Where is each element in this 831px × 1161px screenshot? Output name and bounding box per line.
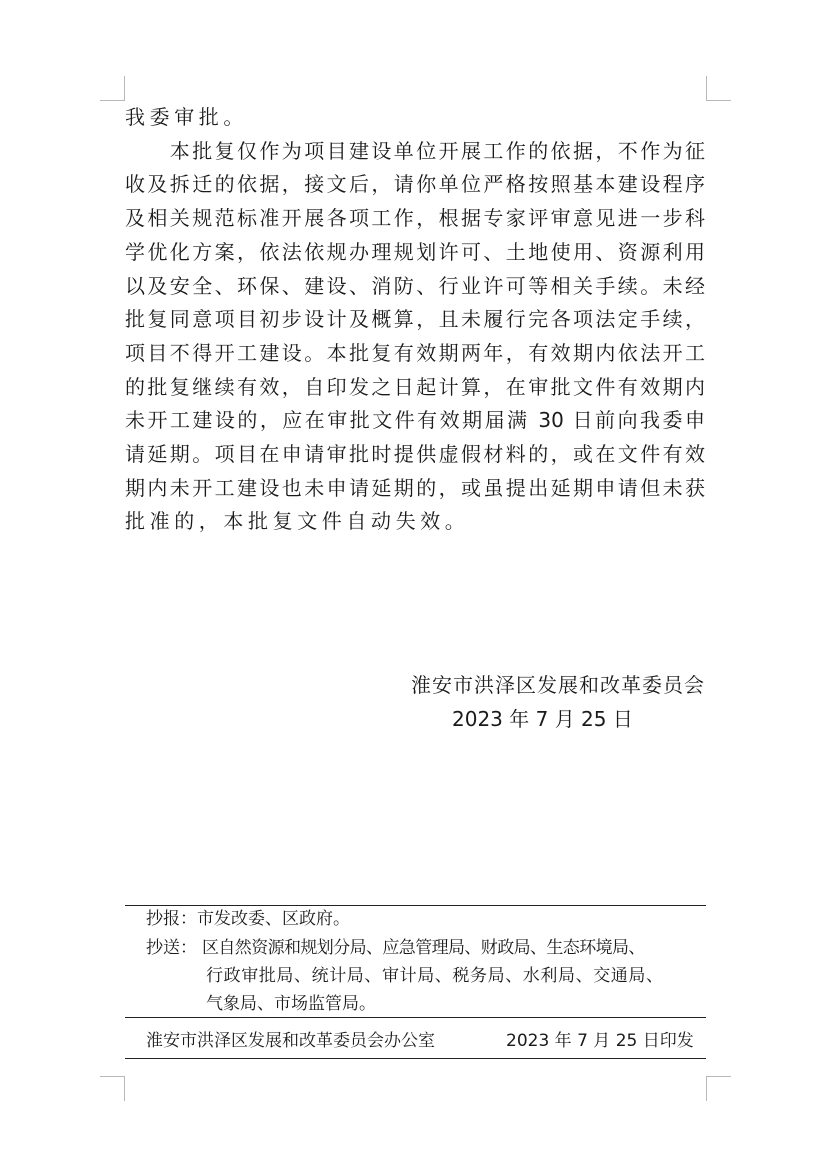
body-line: 以及安全、环保、建设、消防、行业许可等相关手续。未经 xyxy=(125,273,705,298)
body-line: 本批复仅作为项目建设单位开展工作的依据，不作为征 xyxy=(125,138,705,163)
crop-mark-top-right xyxy=(706,76,731,101)
crop-mark-bottom-right xyxy=(706,1076,731,1101)
body-line: 项目不得开工建设。本批复有效期两年，有效期内依法开工 xyxy=(125,340,705,365)
crop-mark-top-left xyxy=(100,76,125,101)
signature-date: 2023 年 7 月 25 日 xyxy=(452,707,633,731)
footer-rule-middle xyxy=(125,1017,706,1018)
body-line: 期内未开工建设也未申请延期的，或虽提出延期申请但未获 xyxy=(125,475,705,500)
body-line: 未开工建设的，应在审批文件有效期届满 30 日前向我委申 xyxy=(125,408,705,433)
footer-rule-bottom xyxy=(125,1058,706,1059)
body-line: 批复同意项目初步设计及概算，且未履行完各项法定手续， xyxy=(125,307,705,332)
cc-copy-line: 区自然资源和规划分局、应急管理局、财政局、生态环境局、 xyxy=(202,938,645,958)
signature-org: 淮安市洪泽区发展和改革委员会 xyxy=(411,673,705,697)
cc-report-label: 抄报： xyxy=(146,909,197,929)
body-line: 的批复继续有效，自印发之日起计算，在审批文件有效期内 xyxy=(125,374,705,399)
cc-report-value: 市发改委、区政府。 xyxy=(197,909,350,929)
cc-copy-label: 抄送： xyxy=(146,938,197,958)
body-line: 批准的，本批复文件自动失效。 xyxy=(125,509,470,534)
body-line: 及相关规范标准开展各项工作，根据专家评审意见进一步科 xyxy=(125,206,705,231)
body-line: 学优化方案，依法依规办理规划许可、土地使用、资源利用 xyxy=(125,239,705,264)
crop-mark-bottom-left xyxy=(100,1076,125,1101)
body-line: 收及拆迁的依据，接文后，请你单位严格按照基本建设程序 xyxy=(125,172,705,197)
cc-copy-line: 气象局、市场监管局。 xyxy=(206,994,376,1014)
cc-copy-line: 行政审批局、统计局、审计局、税务局、水利局、交通局、 xyxy=(206,966,664,986)
body-line: 我委审批。 xyxy=(125,105,248,129)
issuer: 淮安市洪泽区发展和改革委员会办公室 xyxy=(146,1031,435,1051)
cc-report xyxy=(146,905,350,933)
body-line: 请延期。项目在申请审批时提供虚假材料的，或在文件有效 xyxy=(125,442,705,466)
issue-date: 2023 年 7 月 25 日印发 xyxy=(506,1031,694,1051)
